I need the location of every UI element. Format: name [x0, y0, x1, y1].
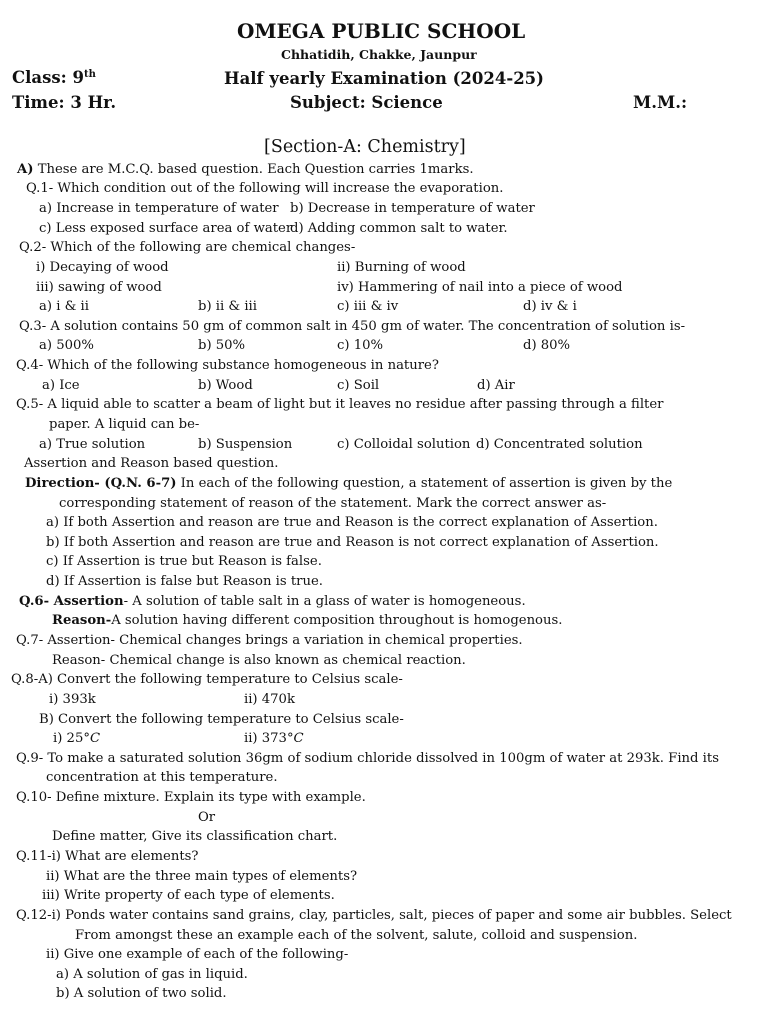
q12-option-b: b) A solution of two solid.: [56, 986, 227, 1001]
class-superscript: th: [84, 69, 96, 80]
q3-text: Q.3- A solution contains 50 gm of common salt in 450 gm of water. The concentration of solution is-: [19, 319, 686, 334]
q2-text: Q.2- Which of the following are chemical changes-: [19, 240, 356, 255]
q2-item-iv: iv) Hammering of nail into a piece of wood: [337, 280, 623, 295]
q4-option-c: c) Soil: [337, 378, 380, 393]
q5-option-c: c) Colloidal solution: [337, 437, 471, 452]
direction-body: In each of the following question, a statement of assertion is given by the: [176, 476, 673, 491]
school-address: Chhatidih, Chakke, Jaunpur: [281, 47, 477, 62]
q9-text: Q.9- To make a saturated solution 36gm of sodium chloride dissolved in 100gm of water at 293k. Find its: [16, 751, 719, 766]
q7-reason: Reason- Chemical change is also known as chemical reaction.: [52, 653, 466, 668]
q10-text: Q.10- Define mixture. Explain its type with example.: [16, 790, 366, 805]
q6-assertion-text: - A solution of table salt in a glass of water is homogeneous.: [123, 594, 526, 609]
part-a-text: These are M.C.Q. based question. Each Question carries 1marks.: [37, 162, 474, 177]
ar-option-b: b) If both Assertion and reason are true and Reason is not correct explanation of Assertion.: [46, 535, 659, 550]
q1-text: Q.1- Which condition out of the following will increase the evaporation.: [26, 181, 504, 196]
part-a-label: A): [17, 162, 34, 177]
q3-option-a: a) 500%: [39, 338, 94, 353]
class-text: Class: 9: [12, 68, 84, 87]
q12-part-ii: ii) Give one example of each of the following-: [46, 947, 349, 962]
part-a-instructions: [17, 162, 474, 178]
q11-part-iii: iii) Write property of each type of elements.: [42, 888, 335, 903]
q6-reason-label: Reason-: [52, 613, 112, 628]
q7-assertion: Q.7- Assertion- Chemical changes brings a variation in chemical properties.: [16, 633, 523, 648]
q3-option-b: b) 50%: [198, 338, 246, 353]
q2-option-c: c) iii & iv: [337, 299, 399, 314]
class-label: [12, 68, 96, 88]
q2-item-ii: ii) Burning of wood: [337, 260, 466, 275]
q1-option-b: b) Decrease in temperature of water: [290, 201, 535, 216]
direction-label: Direction- (Q.N. 6-7): [25, 476, 177, 491]
q5-option-a: a) True solution: [39, 437, 146, 452]
q5-text: Q.5- A liquid able to scatter a beam of light but it leaves no residue after passing through a filter: [16, 397, 664, 412]
q12-part-i: Q.12-i) Ponds water contains sand grains, clay, particles, salt, pieces of paper and some air bubbles. Select: [16, 908, 732, 923]
q2-option-a: a) i & ii: [39, 299, 89, 314]
q11-part-i: Q.11-i) What are elements?: [16, 849, 199, 864]
q1-option-d: d) Adding common salt to water.: [290, 221, 508, 236]
q3-option-d: d) 80%: [523, 338, 571, 353]
q5-option-d: d) Concentrated solution: [476, 437, 643, 452]
q9-text-continued: concentration at this temperature.: [46, 770, 278, 785]
exam-title: Half yearly Examination (2024-25): [224, 69, 544, 88]
max-marks-label: M.M.:: [633, 93, 688, 112]
school-name: OMEGA PUBLIC SCHOOL: [237, 19, 526, 43]
q6-assertion: [19, 594, 526, 610]
q1-option-c: c) Less exposed surface area of water: [39, 221, 293, 236]
ar-option-d: d) If Assertion is false but Reason is true.: [46, 574, 323, 589]
q8-b-item-ii: [244, 731, 304, 747]
ar-option-c: c) If Assertion is true but Reason is false.: [46, 554, 322, 569]
q1-option-a: a) Increase in temperature of water: [39, 201, 279, 216]
ar-option-a: a) If both Assertion and reason are true and Reason is the correct explanation of Assertion.: [46, 515, 658, 530]
q12-part-i-continued: From amongst these an example each of the solvent, salute, colloid and suspension.: [75, 928, 638, 943]
section-title: [Section-A: Chemistry]: [264, 137, 466, 157]
q10-or: Or: [198, 810, 216, 825]
direction-text: [25, 476, 672, 492]
q4-option-a: a) Ice: [42, 378, 80, 393]
q4-option-d: d) Air: [477, 378, 515, 393]
q4-option-b: b) Wood: [198, 378, 253, 393]
q12-option-a: a) A solution of gas in liquid.: [56, 967, 248, 982]
q2-item-iii: iii) sawing of wood: [36, 280, 162, 295]
q11-part-ii: ii) What are the three main types of elements?: [46, 869, 358, 884]
q5-option-b: b) Suspension: [198, 437, 293, 452]
q8-a-item-ii: ii) 470k: [244, 692, 295, 707]
q3-option-c: c) 10%: [337, 338, 384, 353]
q6-reason-text: A solution having different composition throughout is homogenous.: [111, 613, 563, 628]
q5-text-continued: paper. A liquid can be-: [49, 417, 200, 432]
q6-label: Q.6- Assertion: [19, 594, 124, 609]
q2-option-b: b) ii & iii: [198, 299, 257, 314]
q8-part-b: B) Convert the following temperature to Celsius scale-: [39, 712, 404, 727]
q10-alternative: Define matter, Give its classification chart.: [52, 829, 338, 844]
q8-b-ii-value: ii) 373°: [244, 731, 294, 746]
q8-b-ii-unit: C: [293, 731, 304, 746]
q8-a-item-i: i) 393k: [49, 692, 96, 707]
direction-text-continued: corresponding statement of reason of the statement. Mark the correct answer as-: [59, 496, 607, 511]
q8-b-i-unit: C: [89, 731, 101, 746]
q8-part-a: Q.8-A) Convert the following temperature to Celsius scale-: [11, 672, 403, 687]
q6-reason: [52, 613, 562, 629]
subject-label: Subject: Science: [290, 93, 443, 112]
q8-b-i-value: i) 25°: [53, 731, 90, 746]
time-label: Time: 3 Hr.: [12, 93, 117, 112]
q2-item-i: i) Decaying of wood: [36, 260, 169, 275]
q8-b-item-i: [53, 731, 100, 747]
assertion-reason-heading: Assertion and Reason based question.: [24, 456, 279, 471]
q2-option-d: d) iv & i: [523, 299, 577, 314]
q4-text: Q.4- Which of the following substance homogeneous in nature?: [16, 358, 439, 373]
